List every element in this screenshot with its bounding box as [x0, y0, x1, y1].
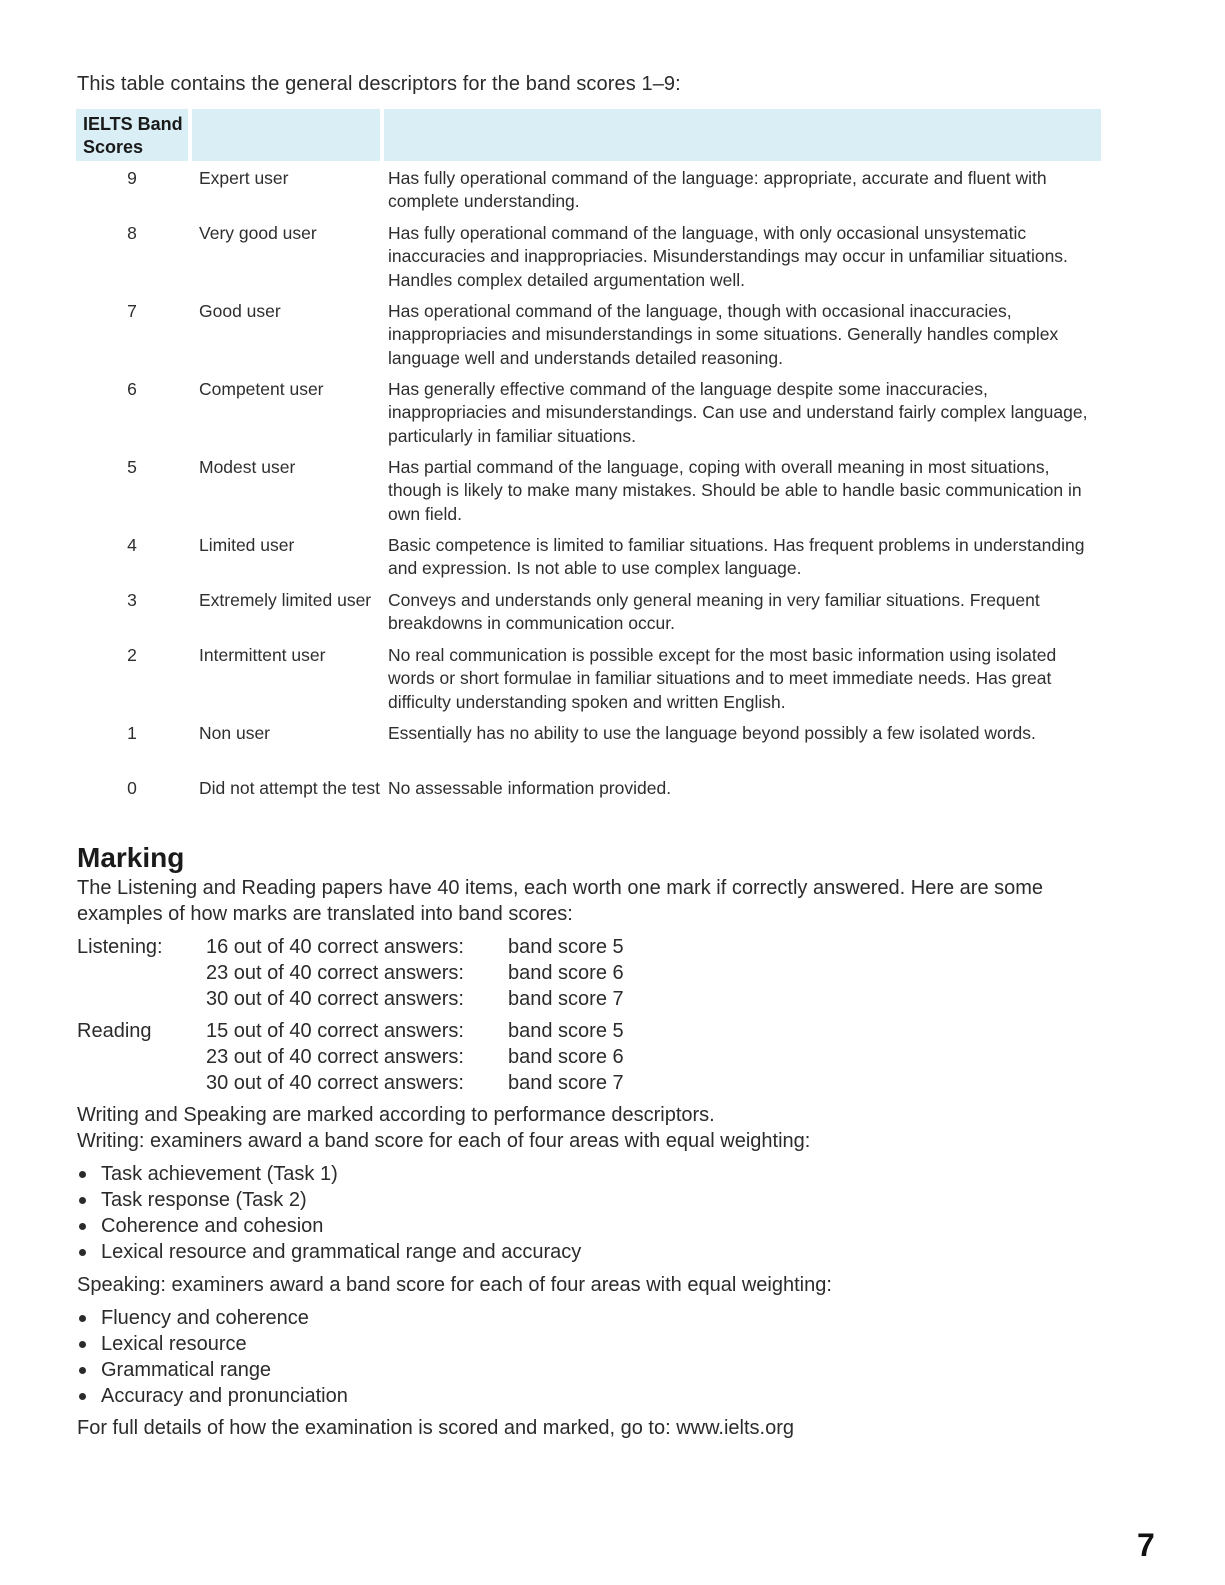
table-row [76, 456, 1101, 534]
correct-answers: 15 out of 40 correct answers: [206, 1020, 464, 1042]
band-label: Did not attempt the test [199, 778, 380, 798]
intro-text: This table contains the general descriptors for the band scores 1–9: [77, 73, 681, 95]
band-score-value: band score 7 [508, 988, 624, 1010]
score-row [206, 1070, 624, 1096]
table-row [76, 722, 1101, 777]
band-score-value: band score 7 [508, 1072, 624, 1094]
table-header-label: IELTS Band Scores [76, 109, 188, 161]
band-scores-table [76, 109, 1101, 827]
band-label: Good user [199, 301, 281, 321]
band-score-value: band score 6 [508, 962, 624, 984]
list-item: Fluency and coherence [77, 1305, 348, 1331]
list-item: Lexical resource and grammatical range and accuracy [77, 1239, 581, 1265]
band-description: No assessable information provided. [388, 778, 672, 798]
band-score-value: band score 5 [508, 1020, 624, 1042]
band-score-value: band score 5 [508, 936, 624, 958]
table-row [76, 378, 1101, 456]
score-row [206, 934, 624, 960]
band-score: 3 [127, 590, 137, 610]
list-item: Lexical resource [77, 1331, 348, 1357]
table-header [76, 109, 1101, 161]
correct-answers: 30 out of 40 correct answers: [206, 988, 464, 1010]
table-header-spacer [384, 109, 1101, 161]
table-row [76, 589, 1101, 644]
band-score: 7 [127, 301, 137, 321]
band-description: Has fully operational command of the language: appropriate, accurate and fluent with complete understanding. [388, 168, 1047, 212]
band-score: 9 [127, 168, 137, 188]
table-row [76, 161, 1101, 222]
score-row [206, 1018, 624, 1044]
band-score: 2 [127, 645, 137, 665]
band-description: Has fully operational command of the language, with only occasional unsystematic inaccuracies and inappropriacies. Misunderstandings may occur in unfamiliar situations. Handles complex detailed argumentation well. [388, 223, 1068, 290]
band-score-value: band score 6 [508, 1046, 624, 1068]
speaking-criteria-list [77, 1305, 348, 1409]
list-item: Coherence and cohesion [77, 1213, 581, 1239]
marking-heading: Marking [77, 842, 185, 873]
band-description: No real communication is possible except for the most basic information using isolated words or short formulae in familiar situations and to meet immediate needs. Has great difficulty understanding spoken and written English. [388, 645, 1057, 712]
band-label: Limited user [199, 535, 295, 555]
band-description: Has generally effective command of the language despite some inaccuracies, inappropriacies and misunderstandings. Can use and understand fairly complex language, particularly in familiar situations. [388, 379, 1088, 446]
table-row [76, 222, 1101, 300]
speaking-intro: Speaking: examiners award a band score for each of four areas with equal weighting: [77, 1274, 832, 1296]
band-score: 5 [127, 457, 137, 477]
score-row [206, 1044, 624, 1070]
list-item: Grammatical range [77, 1357, 348, 1383]
band-description: Has operational command of the language, though with occasional inaccuracies, inappropriacies and misunderstandings in some situations. Generally handles complex language well and understands detailed reasoning. [388, 301, 1059, 368]
score-row [206, 960, 624, 986]
band-description: Basic competence is limited to familiar situations. Has frequent problems in understanding and expression. Is not able to use complex language. [388, 535, 1085, 579]
band-score: 6 [127, 379, 137, 399]
band-label: Very good user [199, 223, 317, 243]
band-score: 1 [127, 723, 137, 743]
page-number: 7 [1137, 1527, 1155, 1563]
band-label: Modest user [199, 457, 296, 477]
correct-answers: 23 out of 40 correct answers: [206, 1046, 464, 1068]
marking-intro: The Listening and Reading papers have 40 items, each worth one mark if correctly answered. Here are some examples of how marks are translated into band scores: [77, 877, 1044, 925]
list-item: Task response (Task 2) [77, 1187, 581, 1213]
band-label: Competent user [199, 379, 324, 399]
correct-answers: 30 out of 40 correct answers: [206, 1072, 464, 1094]
band-label: Extremely limited user [199, 590, 372, 610]
table-row [76, 300, 1101, 378]
list-item: Accuracy and pronunciation [77, 1383, 348, 1409]
footer-note: For full details of how the examination is scored and marked, go to: www.ielts.org [77, 1417, 795, 1439]
table-row [76, 644, 1101, 722]
listening-label: Listening: [77, 936, 163, 958]
band-label: Non user [199, 723, 271, 743]
writing-intro: Writing: examiners award a band score for each of four areas with equal weighting: [77, 1130, 811, 1152]
band-description: Essentially has no ability to use the language beyond possibly a few isolated words. [388, 723, 1036, 743]
band-description: Conveys and understands only general meaning in very familiar situations. Frequent breakdowns in communication occur. [388, 590, 1040, 634]
list-item: Task achievement (Task 1) [77, 1161, 581, 1187]
correct-answers: 23 out of 40 correct answers: [206, 962, 464, 984]
band-label: Intermittent user [199, 645, 326, 665]
table-header-spacer [192, 109, 380, 161]
band-description: Has partial command of the language, coping with overall meaning in most situations, though is likely to make many mistakes. Should be able to handle basic communication in own field. [388, 457, 1082, 524]
table-row [76, 777, 1101, 827]
correct-answers: 16 out of 40 correct answers: [206, 936, 464, 958]
writing-criteria-list [77, 1161, 581, 1265]
writing-speaking-note: Writing and Speaking are marked according to performance descriptors. [77, 1104, 715, 1126]
band-label: Expert user [199, 168, 289, 188]
score-row [206, 986, 624, 1012]
band-score: 4 [127, 535, 137, 555]
band-score: 8 [127, 223, 137, 243]
table-row [76, 534, 1101, 589]
reading-label: Reading [77, 1020, 152, 1042]
band-score: 0 [127, 778, 137, 798]
